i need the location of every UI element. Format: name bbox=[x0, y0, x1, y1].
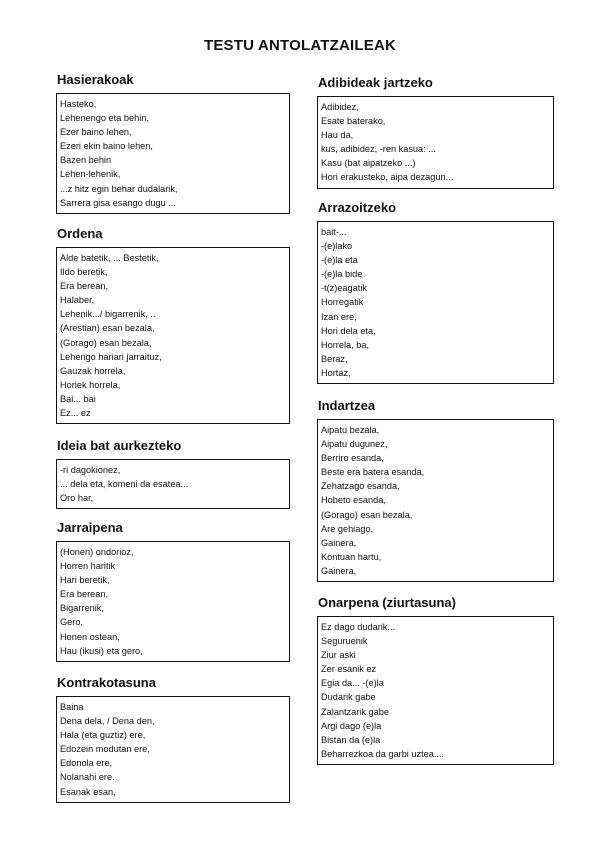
section-heading: Kontrakotasuna bbox=[57, 675, 156, 690]
section-heading: Jarraipena bbox=[57, 520, 123, 535]
list-item: Aipatu bezala, bbox=[321, 425, 380, 435]
list-item: Edonola ere, bbox=[60, 758, 113, 769]
list-item: Baina bbox=[60, 702, 84, 712]
phrase-list bbox=[317, 221, 554, 384]
list-item: ...z hitz egin behar dudalarik, bbox=[60, 183, 178, 194]
list-item: Dena dela, / Dena den, bbox=[60, 716, 155, 727]
list-item: Gauzak horrela, bbox=[60, 365, 126, 376]
list-item: Bai... bai bbox=[60, 393, 96, 404]
list-item: Sarrera gisa esango dugu ... bbox=[60, 197, 176, 208]
section-heading: Ideia bat aurkezteko bbox=[57, 438, 182, 453]
list-item: Berriro esanda, bbox=[321, 453, 384, 464]
section-ordena bbox=[56, 226, 290, 424]
list-item: Argi dago (e)la bbox=[321, 720, 382, 731]
section-arrazoitzeko bbox=[317, 200, 554, 384]
list-item: Gainera, bbox=[321, 565, 357, 576]
list-item: Gero, bbox=[60, 617, 83, 628]
list-item: Gainera, bbox=[321, 537, 357, 548]
list-item: Hala (eta guztiz) ere, bbox=[60, 730, 146, 741]
list-item: Izan ere, bbox=[321, 311, 357, 322]
section-adibideak-jartzeko bbox=[317, 75, 554, 189]
list-item: Ezer baino lehen, bbox=[60, 127, 132, 138]
list-item: Beharrezkoa da garbi uztea.... bbox=[321, 748, 445, 759]
list-item: Hortaz, bbox=[321, 367, 351, 378]
list-item: Nolanahi ere. bbox=[60, 772, 115, 783]
list-item: Honen ostean, bbox=[60, 631, 120, 642]
list-item: Lehen-lehenik, bbox=[60, 169, 121, 180]
list-item: Zehatzago esanda, bbox=[321, 481, 400, 492]
list-item: kus, adibidez, -ren kasua: ... bbox=[321, 144, 436, 155]
list-item: Seguruenik bbox=[321, 636, 368, 647]
list-item: Era berean, bbox=[60, 589, 109, 600]
section-indartzea bbox=[317, 398, 554, 582]
list-item: ... dela eta, komeni da esatea... bbox=[60, 479, 189, 490]
list-item: Horrela, ba, bbox=[321, 339, 370, 350]
list-item: (Honen) ondorioz, bbox=[60, 547, 134, 557]
list-item: Bistan da (e)la bbox=[321, 734, 381, 745]
list-item: Zer esanik ez bbox=[321, 664, 377, 675]
section-heading: Adibideak jartzeko bbox=[318, 75, 433, 90]
phrase-list bbox=[56, 541, 290, 662]
list-item: Zalantzarik gabe bbox=[321, 706, 389, 717]
section-heading: Arrazoitzeko bbox=[318, 200, 397, 215]
list-item: (Gorago) esan bezala, bbox=[60, 337, 152, 348]
list-item: Hau da, bbox=[321, 130, 354, 141]
section-heading: Onarpena (ziurtasuna) bbox=[318, 595, 456, 610]
list-item: Hari beretik, bbox=[60, 575, 110, 586]
list-item: Beste era batera esanda, bbox=[321, 467, 425, 478]
phrase-list bbox=[56, 696, 290, 803]
phrase-list bbox=[56, 247, 290, 424]
list-item: Edozein modutan ere, bbox=[60, 744, 150, 755]
list-item: Alde batetik, ... Bestetik, bbox=[60, 253, 159, 263]
section-ideia-bat-aurkezteko bbox=[56, 438, 290, 509]
list-item: (Arestian) esan bezala, bbox=[60, 323, 155, 334]
list-item: -ri dagokionez, bbox=[60, 465, 121, 475]
list-item: Horren haritik bbox=[60, 561, 116, 572]
page-title: TESTU ANTOLATZAILEAK bbox=[203, 37, 397, 54]
list-item: Esanak esan, bbox=[60, 786, 116, 797]
list-item: Horregatik bbox=[321, 297, 364, 308]
list-item: Are gehiago, bbox=[321, 523, 374, 534]
list-item: Egia da... -(e)la bbox=[321, 678, 384, 689]
list-item: Hau (ikusi) eta gero, bbox=[60, 645, 143, 656]
phrase-list bbox=[56, 459, 290, 509]
list-item: Esate baterako, bbox=[321, 116, 386, 127]
list-item: Bigarrenik, bbox=[60, 603, 104, 614]
list-item: -(e)la bide bbox=[321, 269, 363, 280]
list-item: Era berean, bbox=[60, 281, 109, 292]
section-kontrakotasuna bbox=[56, 675, 290, 803]
list-item: Oro har, bbox=[60, 493, 94, 504]
section-jarraipena bbox=[56, 520, 290, 662]
list-item: Dudarik gabe bbox=[321, 692, 376, 703]
phrase-list bbox=[56, 93, 290, 214]
phrase-list bbox=[317, 616, 554, 765]
list-item: Hobeto esanda, bbox=[321, 495, 386, 506]
list-item: Ildo beretik, bbox=[60, 267, 108, 278]
list-item: Hori dela eta, bbox=[321, 325, 376, 336]
list-item: Ezeri ekin baino lehen, bbox=[60, 141, 153, 152]
section-onarpena-ziurtasuna bbox=[317, 595, 554, 765]
list-item: -t(z)eagatik bbox=[321, 283, 367, 294]
list-item: Beraz, bbox=[321, 353, 348, 364]
list-item: (Gorago) esan bezala, bbox=[321, 509, 413, 520]
phrase-list bbox=[317, 96, 554, 189]
list-item: Lehenengo eta behin, bbox=[60, 113, 149, 124]
list-item: Bazen behin bbox=[60, 155, 112, 166]
list-item: Lehengo hariari jarraituz, bbox=[60, 351, 162, 362]
list-item: Kasu (bat aipatzeko ...) bbox=[321, 158, 416, 169]
list-item: -(e)lako bbox=[321, 241, 353, 252]
list-item: bait-... bbox=[321, 227, 347, 237]
list-item: Aipatu dugunez, bbox=[321, 439, 388, 450]
list-item: Kontuan hartu, bbox=[321, 551, 382, 562]
list-item: Horiek horrela, bbox=[60, 379, 121, 390]
list-item: Ziur aski bbox=[321, 650, 356, 661]
list-item: -(e)la eta bbox=[321, 255, 358, 266]
list-item: Lehenik.../ bigarrenik, .. bbox=[60, 309, 156, 320]
list-item: Hori erakusteko, aipa dezagun... bbox=[321, 172, 454, 183]
list-item: Adibidez, bbox=[321, 102, 359, 112]
section-hasierakoak bbox=[56, 72, 290, 214]
section-heading: Hasierakoak bbox=[57, 72, 134, 87]
phrase-list bbox=[317, 419, 554, 582]
section-heading: Ordena bbox=[57, 226, 103, 241]
section-heading: Indartzea bbox=[318, 398, 376, 413]
list-item: Halaber, bbox=[60, 295, 95, 306]
list-item: Ez... ez bbox=[60, 408, 91, 419]
list-item: Ez dago dudarik... bbox=[321, 622, 396, 632]
list-item: Hasteko, bbox=[60, 99, 97, 109]
